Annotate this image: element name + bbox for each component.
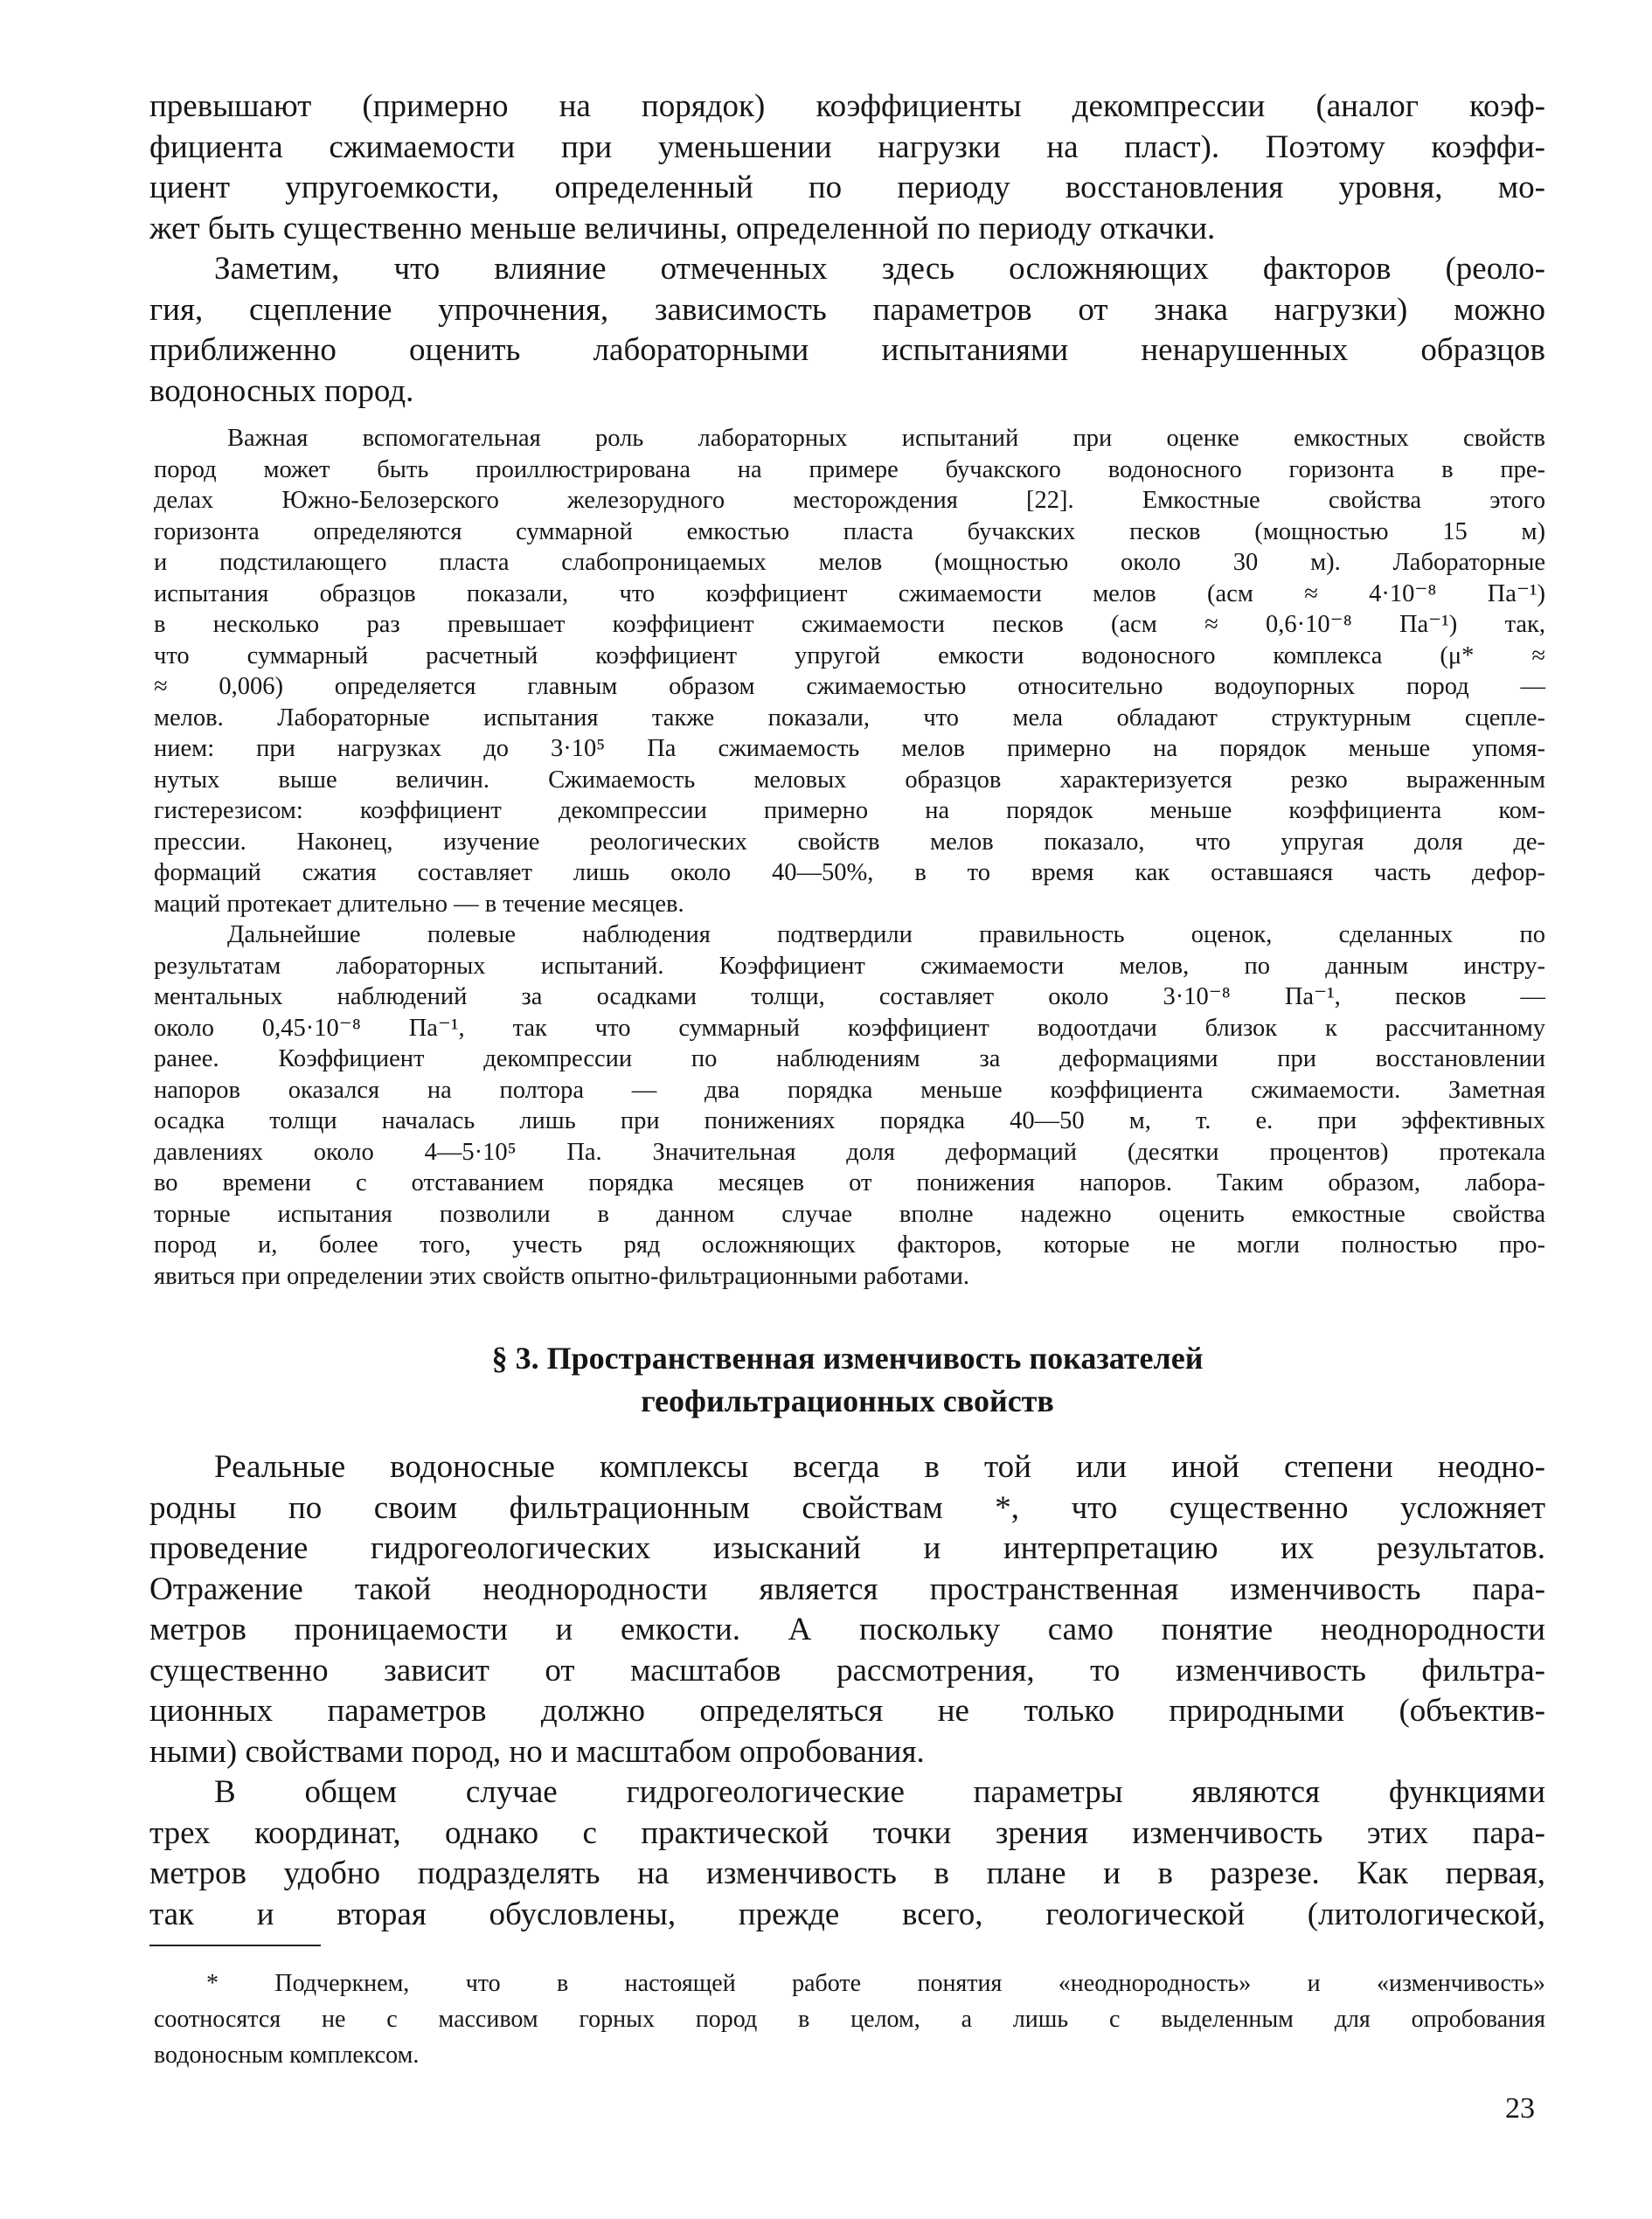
text-line: жет быть существенно меньше величины, определенной по периоду откачки. [149,210,1216,246]
text-line: водоносным комплексом. [154,2042,420,2069]
section-heading-line-2: геофильтрационных свойств [641,1383,1054,1418]
text-line: осадка толщи началась лишь при понижениях порядка 40—50 м, т. е. при эффективных [154,1107,1545,1134]
section-heading [149,1337,1545,1423]
text-line: ционных параметров должно определяться не только природными (объектив- [149,1693,1545,1729]
text-line: испытания образцов показали, что коэффициент сжимаемости мелов (aсм ≈ 4·10⁻⁸ Па⁻¹) [154,579,1545,607]
text-line: проведение гидрогеологических изысканий и интерпретацию их результатов. [149,1530,1545,1566]
text-line: в несколько раз превышает коэффициент сжимаемости песков (aсм ≈ 0,6·10⁻⁸ Па⁻¹) так, [154,611,1545,638]
text-line: напоров оказался на полтора — два порядка меньше коэффициента сжимаемости. Заметная [154,1076,1545,1104]
text-line: формаций сжатия составляет лишь около 40—50%, в то время как оставшаяся часть дефор- [154,859,1545,886]
text-line: ранее. Коэффициент декомпрессии по наблюдениям за деформациями при восстановлении [154,1045,1545,1072]
text-line: Заметим, что влияние отмеченных здесь осложняющих факторов (реоло- [214,251,1545,287]
paragraph-continuation [149,87,1545,249]
text-line: ными) свойствами пород, но и масштабом опробования. [149,1733,925,1770]
text-line: во времени с отставанием порядка месяцев от понижения напоров. Таким образом, лабора- [154,1169,1545,1196]
text-line: ≈ 0,006) определяется главным образом сжимаемостью относительно водоупорных пород — [154,673,1545,700]
text-line: превышают (примерно на порядок) коэффициенты декомпрессии (аналог коэф- [149,88,1545,124]
text-line: метров проницаемости и емкости. А поскольку само понятие неоднородности [149,1612,1545,1647]
text-line: приближенно оценить лабораторными испытаниями ненарушенных образцов [149,332,1545,368]
text-line: существенно зависит от масштабов рассмотрения, то изменчивость фильтра- [149,1652,1545,1689]
text-line: трех координат, однако с практической точки зрения изменчивость этих пара- [149,1814,1545,1851]
text-line: В общем случае гидрогеологические параметры являются функциями [214,1774,1545,1810]
footnote-divider [149,1945,321,1946]
text-line: гия, сцепление упрочнения, зависимость параметров от знака нагрузки) можно [149,291,1545,328]
text-line: явиться при определении этих свойств опытно-фильтрационными работами. [154,1262,969,1290]
text-line: * Подчеркнем, что в настоящей работе понятия «неоднородность» и «изменчивость» [206,1970,1545,1997]
text-line: водоносных пород. [149,372,414,409]
text-line: мелов. Лабораторные испытания также показали, что мела обладают структурным сцепле- [154,704,1545,732]
footnote [154,1966,1545,2073]
text-line: соотносятся не с массивом горных пород в целом, а лишь с выделенным для опробования [154,2006,1545,2033]
text-line: родны по своим фильтрационным свойствам *, что существенно усложняет [149,1489,1545,1526]
text-line: фициента сжимаемости при уменьшении нагрузки на пласт). Поэтому коэффи- [149,128,1545,165]
text-line: Реальные водоносные комплексы всегда в той или иной степени неодно- [214,1449,1545,1485]
text-line: и подстилающего пласта слабопроницаемых мелов (мощностью около 30 м). Лабораторные [154,549,1545,576]
text-line: так и вторая обусловлены, прежде всего, геологической (литологической, [149,1896,1545,1932]
text-line: метров удобно подразделять на изменчивость в плане и в разрезе. Как первая, [149,1855,1545,1891]
text-line: нутых выше величин. Сжимаемость меловых образцов характеризуется резко выраженным [154,766,1545,794]
text-line: пород может быть проиллюстрирована на примере бучакского водоносного горизонта в пре- [154,455,1545,483]
text-line: торные испытания позволили в данном случае вполне надежно оценить емкостные свойства [154,1200,1545,1228]
paragraph-remark [149,249,1545,412]
text-line: Важная вспомогательная роль лабораторных испытаний при оценке емкостных свойств [227,425,1545,452]
text-line: циент упругоемкости, определенный по периоду восстановления уровня, мо- [149,170,1545,205]
text-line: делах Южно-Белозерского железорудного месторождения [22]. Емкостные свойства этого [154,487,1545,514]
section-heading-line-1: § 3. Пространственная изменчивость показателей [491,1341,1204,1376]
text-line: пород и, более того, учесть ряд осложняющих факторов, которые не могли полностью про- [154,1231,1545,1259]
page-number: 23 [1505,2092,1535,2125]
example-paragraph-field-observations [154,919,1545,1292]
text-line: давлениях около 4—5·10⁵ Па. Значительная доля деформаций (десятки процентов) протекала [154,1138,1545,1166]
paragraph-section-intro [149,1447,1545,1772]
text-line: горизонта определяются суммарной емкостью пласта бучакских песков (мощностью 15 м) [154,517,1545,545]
text-line: нием: при нагрузках до 3·10⁵ Па сжимаемость мелов примерно на порядок меньше упомя- [154,735,1545,762]
text-line: что суммарный расчетный коэффициент упругой емкости водоносного комплекса (μ* ≈ [154,641,1545,669]
text-line: гистерезисом: коэффициент декомпрессии примерно на порядок меньше коэффициента ком- [154,797,1545,824]
text-line: ментальных наблюдений за осадками толщи, составляет около 3·10⁻⁸ Па⁻¹, песков — [154,983,1545,1010]
text-line: прессии. Наконец, изучение реологических свойств мелов показало, что упругая доля де- [154,828,1545,856]
text-line: около 0,45·10⁻⁸ Па⁻¹, так что суммарный коэффициент водоотдачи близок к рассчитанному [154,1014,1545,1042]
text-line: Отражение такой неоднородности является пространственная изменчивость пара- [149,1571,1545,1607]
paragraph-section-general [149,1772,1545,1935]
text-line: Дальнейшие полевые наблюдения подтвердили правильность оценок, сделанных по [227,921,1545,948]
example-paragraph-lab-tests [154,423,1545,919]
text-line: результатам лабораторных испытаний. Коэффициент сжимаемости мелов, по данным инстру- [154,952,1545,980]
text-line: маций протекает длительно — в течение месяцев. [154,890,684,918]
